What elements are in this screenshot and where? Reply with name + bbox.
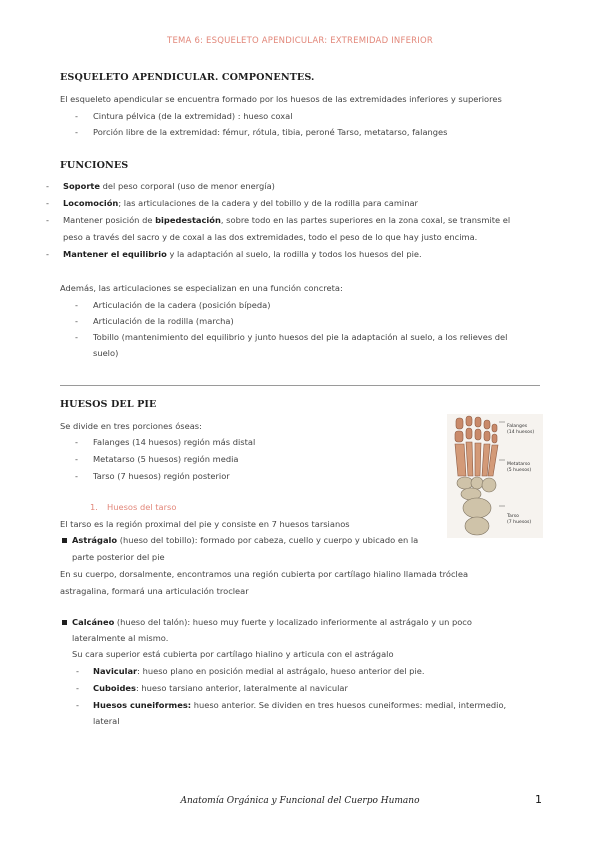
list-item-continuation: suelo)	[93, 348, 119, 358]
bone-item-cuneiformes	[93, 697, 506, 714]
item-text: hueso anterior. Se dividen en tres huesos cuneiformes: medial, intermedio,	[191, 700, 507, 710]
bone-item-continuation: lateralmente al mismo.	[72, 633, 169, 643]
item-text: y la adaptación al suelo, la rodilla y todos los huesos del pie.	[166, 249, 422, 259]
square-bullet	[62, 620, 67, 625]
list-item: Articulación de la rodilla (marcha)	[93, 316, 234, 326]
function-item-bipedestacion	[63, 212, 510, 229]
function-item-locomocion	[63, 195, 418, 212]
bone-item-astragalo	[72, 532, 418, 549]
list-bullet: -	[46, 181, 49, 191]
bold-term: Astrágalo	[72, 535, 118, 545]
paragraph-cuerpo: En su cuerpo, dorsalmente, encontramos una región cubierta por cartílago hialino llamada tróclea	[60, 569, 469, 579]
foot-skeleton-figure	[447, 414, 543, 538]
figure-label: Falanges	[507, 424, 528, 429]
list-bullet: -	[75, 471, 78, 481]
bone-item-calcaneo	[72, 614, 472, 631]
paragraph-articulaciones: Además, las articulaciones se especializan en una función concreta:	[60, 283, 343, 293]
bone-item-continuation: Su cara superior está cubierta por cartílago hialino y articula con el astrágalo	[72, 649, 394, 659]
figure-label: (14 huesos)	[507, 430, 535, 435]
list-bullet: -	[75, 300, 78, 310]
list-bullet: -	[46, 198, 49, 208]
list-bullet: -	[75, 454, 78, 464]
list-bullet: -	[75, 127, 78, 137]
paragraph-porciones: Se divide en tres porciones óseas:	[60, 421, 202, 431]
bold-term: Mantener el equilibrio	[63, 249, 167, 259]
document-header-title: TEMA 6: ESQUELETO APENDICULAR: EXTREMIDAD INFERIOR	[167, 36, 433, 46]
bone-item-continuation: lateral	[93, 716, 120, 726]
bone-item-navicular	[93, 663, 425, 680]
section-heading-componentes: ESQUELETO APENDICULAR. COMPONENTES.	[60, 72, 315, 83]
function-item-equilibrio	[63, 246, 422, 263]
list-bullet: -	[76, 700, 79, 710]
section-heading-funciones: FUNCIONES	[60, 160, 129, 171]
metatarsal-bones	[455, 442, 498, 476]
list-bullet: -	[75, 111, 78, 121]
figure-label: Tarso	[507, 514, 519, 519]
subsection-title: Huesos del tarso	[107, 502, 177, 512]
paragraph-cuerpo-continuation: astragalina, formará una articulación troclear	[60, 586, 249, 596]
square-bullet	[62, 538, 67, 543]
item-text: del peso corporal (uso de menor energía)	[100, 181, 275, 191]
item-text: ; las articulaciones de la cadera y del tobillo y de la rodilla para caminar	[118, 198, 418, 208]
list-item: Articulación de la cadera (posición bípeda)	[93, 300, 271, 310]
bold-term: Cuboides	[93, 683, 136, 693]
item-text: , sobre todo en las partes superiores en la zona coxal, se transmite el	[220, 215, 511, 225]
function-item-soporte	[63, 178, 275, 195]
list-bullet: -	[46, 215, 49, 225]
figure-label: (7 huesos)	[507, 520, 532, 525]
figure-label: (5 huesos)	[507, 468, 532, 473]
list-item: Tobillo (mantenimiento del equilibrio y junto huesos del pie la adaptación al suelo, a los relieves del	[93, 332, 508, 342]
bold-term: Soporte	[63, 181, 100, 191]
list-item: Cintura pélvica (de la extremidad) : hueso coxal	[93, 111, 293, 121]
bone-item-cuboides	[93, 680, 348, 697]
list-bullet: -	[76, 683, 79, 693]
list-bullet: -	[76, 666, 79, 676]
list-bullet: -	[46, 249, 49, 259]
bone-item-continuation: parte posterior del pie	[72, 552, 165, 562]
list-item: Tarso (7 huesos) región posterior	[93, 471, 230, 481]
footer-course-title: Anatomía Orgánica y Funcional del Cuerpo Humano	[180, 796, 420, 806]
bold-term: Navicular	[93, 666, 138, 676]
subsection-number: 1.	[90, 502, 98, 512]
function-item-continuation: peso a través del sacro y de coxal a las dos extremidades, todo el peso de lo que hay justo encima.	[63, 232, 478, 242]
list-item: Metatarso (5 huesos) región media	[93, 454, 239, 464]
list-bullet: -	[75, 437, 78, 447]
list-bullet: -	[75, 332, 78, 342]
bold-term: Locomoción	[63, 198, 119, 208]
figure-label: Metatarso	[507, 462, 531, 467]
list-bullet: -	[75, 316, 78, 326]
section-divider	[60, 385, 540, 386]
list-item: Falanges (14 huesos) región más distal	[93, 437, 256, 447]
item-text: (hueso del talón): hueso muy fuerte y localizado inferiormente al astrágalo y un poco	[114, 617, 472, 627]
bold-term: Huesos cuneiformes:	[93, 700, 192, 710]
page-number: 1	[535, 793, 542, 806]
item-text: Mantener posición de	[63, 215, 156, 225]
item-text: : hueso plano en posición medial al astrágalo, hueso anterior del pie.	[137, 666, 425, 676]
bold-term: bipedestación	[155, 215, 221, 225]
bold-term: Calcáneo	[72, 617, 115, 627]
section-heading-huesos-pie: HUESOS DEL PIE	[60, 399, 157, 410]
paragraph-tarso: El tarso es la región proximal del pie y consiste en 7 huesos tarsianos	[60, 519, 350, 529]
list-item: Porción libre de la extremidad: fémur, rótula, tibia, peroné Tarso, metatarso, falanges	[93, 127, 448, 137]
item-text: (hueso del tobillo): formado por cabeza, cuello y cuerpo y ubicado en la	[117, 535, 419, 545]
item-text: : hueso tarsiano anterior, lateralmente al navicular	[135, 683, 348, 693]
paragraph-intro: El esqueleto apendicular se encuentra formado por los huesos de las extremidades inferiores y superiores	[60, 94, 502, 104]
